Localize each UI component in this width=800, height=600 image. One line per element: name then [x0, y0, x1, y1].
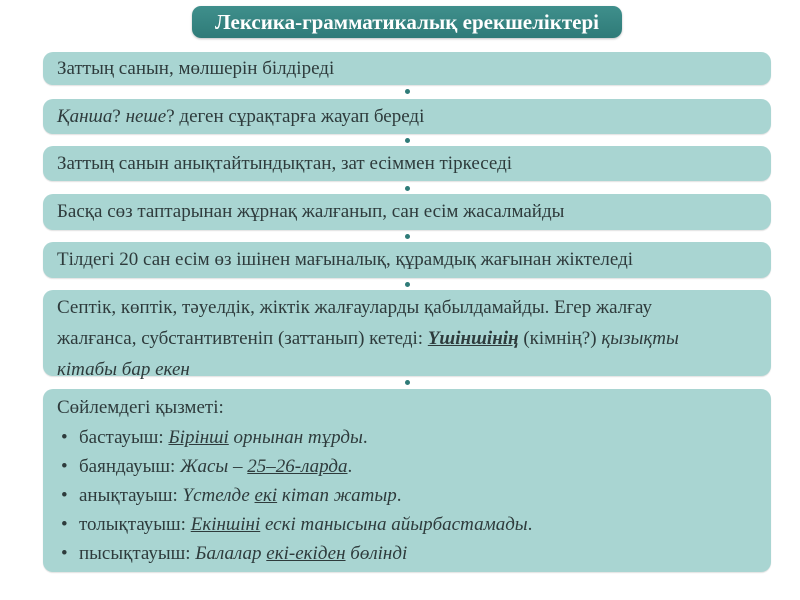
function-role: толықтауыш: [79, 514, 191, 535]
example-underlined: екі-екіден [266, 543, 346, 564]
feature-text-rest: ? деген сұрақтарға жауап береді [166, 105, 425, 127]
functions-heading: Сөйлемдегі қызметі: [57, 397, 224, 418]
example-text: орнынан тұрды [228, 427, 363, 448]
function-item [57, 539, 771, 568]
punct: . [396, 485, 402, 506]
function-item [57, 452, 771, 481]
question-word: Қанша [57, 105, 113, 127]
feature-row-2 [43, 99, 771, 134]
punct: . [362, 427, 368, 448]
feature-row-5 [43, 242, 771, 278]
function-item [57, 481, 771, 510]
example-text: ескі танысына айырбастамады [260, 514, 528, 535]
connector-dot [405, 186, 410, 191]
connector-dot [405, 234, 410, 239]
feature-row-1 [43, 52, 771, 85]
example-underlined: Бірінші [168, 427, 229, 448]
function-role: баяндауыш: [79, 456, 181, 477]
function-item [57, 423, 771, 452]
example-underlined: екі [254, 485, 278, 506]
case-box [43, 290, 771, 380]
function-item [57, 510, 771, 539]
punct: . [347, 456, 353, 477]
example-underlined: Екіншіні [190, 514, 261, 535]
case-line-3: кітабы бар екен [57, 359, 190, 380]
example-text: қызықты [601, 328, 679, 349]
feature-text: Заттың санын, мөлшерін білдіреді [57, 57, 335, 79]
example-question: (кімнің?) [518, 328, 602, 349]
function-role: пысықтауыш: [79, 543, 196, 564]
feature-text: Басқа сөз таптарынан жұрнақ жалғанып, сан есім жасалмайды [57, 201, 565, 222]
feature-text [57, 101, 424, 133]
example-underlined: 25–26-ларда [247, 456, 348, 477]
example-text: бөлінді [345, 543, 408, 564]
connector-dot [405, 282, 410, 287]
example-word: Үшіншінің [427, 328, 519, 349]
feature-row-3 [43, 146, 771, 181]
connector-dot [405, 89, 410, 94]
functions-list [57, 423, 771, 568]
example-text: Үстелде [182, 485, 255, 506]
page-title: Лексика-грамматикалық ерекшеліктері [192, 6, 622, 38]
feature-text: Тілдегі 20 сан есім өз ішінен мағыналық, құрамдық жағынан жіктеледі [57, 249, 634, 270]
question-mark: ? [112, 105, 121, 127]
example-text: Жасы – [180, 456, 248, 477]
connector-dot [405, 138, 410, 143]
functions-box [43, 389, 771, 572]
case-line-2-text: жалғанса, субстантивтеніп (заттанып) кетеді: [57, 328, 428, 349]
feature-text: Заттың санын анықтайтындықтан, зат есіммен тіркеседі [57, 152, 513, 174]
function-role: анықтауыш: [79, 485, 183, 506]
function-role: бастауыш: [79, 427, 169, 448]
example-text: Балалар [195, 543, 267, 564]
example-text: кітап жатыр [277, 485, 397, 506]
case-line-2 [57, 323, 771, 354]
feature-row-4 [43, 194, 771, 230]
case-line-1: Септік, көптік, тәуелдік, жіктік жалғауларды қабылдамайды. Егер жалғау [57, 297, 652, 318]
connector-dot [405, 380, 410, 385]
punct: . [527, 514, 533, 535]
question-word: неше [125, 105, 167, 127]
